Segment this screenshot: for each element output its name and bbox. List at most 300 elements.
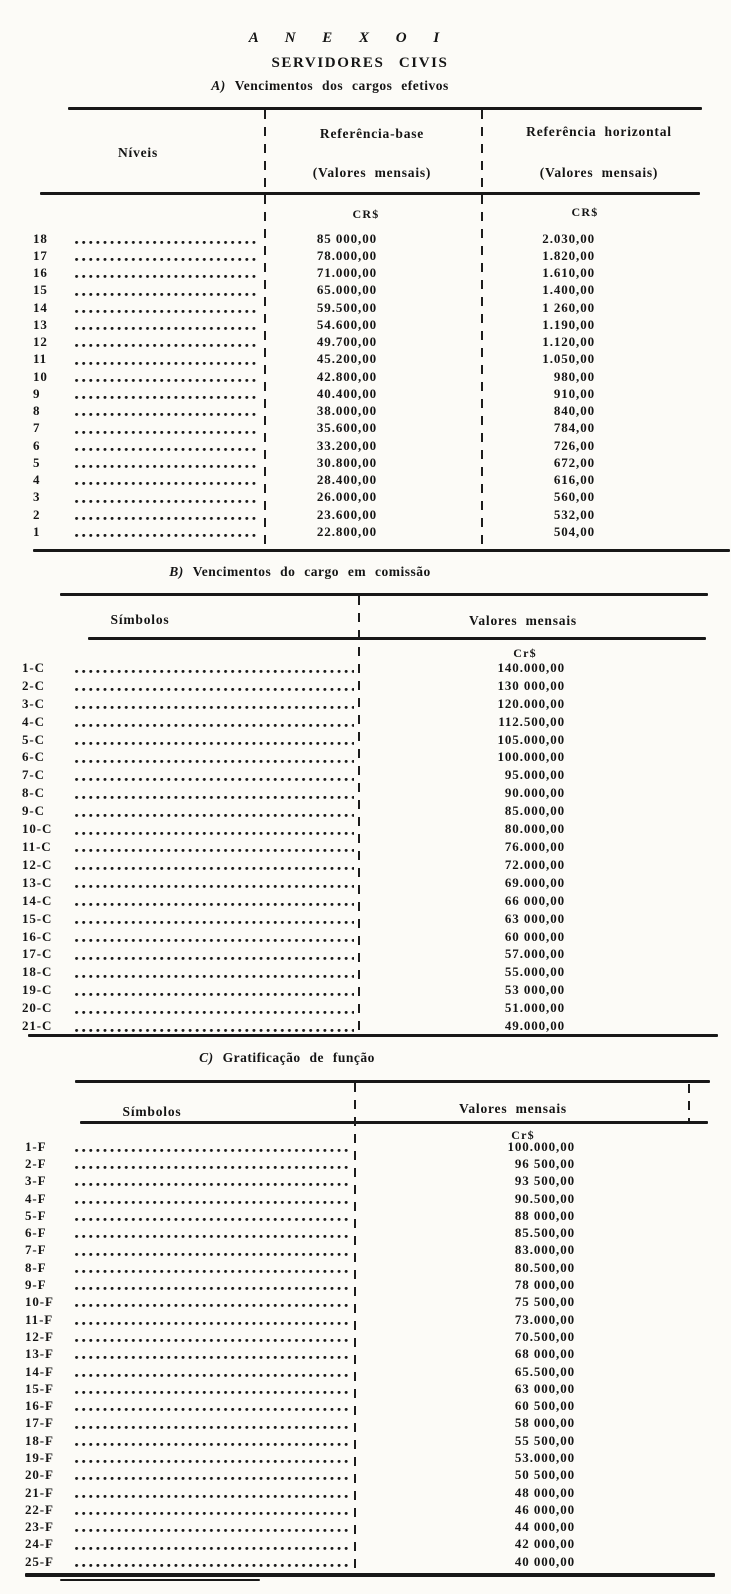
column-subheader-referencia-base: (Valores mensais) <box>312 165 432 180</box>
valor-cell: 53.000,00 <box>514 1449 575 1465</box>
simbolo-cell: 17-F <box>25 1415 54 1431</box>
dot-leader <box>75 1374 350 1377</box>
table-c-rule-bottom-echo <box>60 1579 260 1581</box>
horizontal-value-cell: 616,00 <box>553 472 595 488</box>
dot-leader <box>75 688 354 691</box>
dot-leader <box>75 993 354 996</box>
simbolo-cell: 11-F <box>25 1311 54 1327</box>
table-row <box>33 351 595 368</box>
valor-cell: 53 000,00 <box>504 982 565 998</box>
table-row <box>22 928 565 946</box>
horizontal-value-cell: 1 260,00 <box>542 299 595 315</box>
horizontal-value-cell: 910,00 <box>553 385 595 401</box>
simbolo-cell: 17-C <box>22 946 53 962</box>
column-header-valores-b: Valores mensais <box>469 613 577 628</box>
section-b-heading <box>100 564 500 580</box>
currency-label-horizontal: CR$ <box>571 205 599 219</box>
nivel-cell: 6 <box>33 437 41 453</box>
table-row <box>25 1397 575 1414</box>
valor-cell: 50 500,00 <box>514 1467 575 1483</box>
valor-cell: 70.500,00 <box>514 1328 575 1344</box>
horizontal-value-cell: 1.820,00 <box>542 247 595 263</box>
horizontal-value-cell: 1.120,00 <box>542 334 595 350</box>
dot-leader <box>75 1253 350 1256</box>
table-row <box>33 265 595 282</box>
section-c-letter: C) <box>199 1050 214 1065</box>
table-row <box>33 523 595 540</box>
horizontal-value-cell: 726,00 <box>553 437 595 453</box>
base-value-cell: 40.400,00 <box>316 385 377 401</box>
dot-leader <box>75 1201 350 1204</box>
dot-leader <box>75 448 258 451</box>
column-subheader-referencia-horizontal: (Valores mensais) <box>539 165 659 180</box>
simbolo-cell: 6-F <box>25 1225 47 1241</box>
horizontal-value-cell: 672,00 <box>553 454 595 470</box>
horizontal-value-cell: 532,00 <box>553 506 595 522</box>
dot-leader <box>75 431 258 434</box>
table-row <box>33 489 595 506</box>
simbolo-cell: 23-F <box>25 1519 54 1535</box>
valor-cell: 88 000,00 <box>514 1207 575 1223</box>
dot-leader <box>75 778 354 781</box>
valor-cell: 40 000,00 <box>514 1553 575 1569</box>
dot-leader <box>75 293 258 296</box>
table-row <box>33 420 595 437</box>
table-row <box>25 1449 575 1466</box>
table-row <box>25 1553 575 1570</box>
table-row <box>25 1380 575 1397</box>
table-row <box>22 802 565 820</box>
simbolo-cell: 8-F <box>25 1259 47 1275</box>
table-row <box>25 1501 575 1518</box>
base-value-cell: 33.200,00 <box>316 437 377 453</box>
dot-leader <box>75 362 258 365</box>
table-row <box>25 1311 575 1328</box>
simbolo-cell: 4-C <box>22 713 45 729</box>
horizontal-value-cell: 1.400,00 <box>542 282 595 298</box>
valor-cell: 96 500,00 <box>514 1155 575 1171</box>
simbolo-cell: 18-C <box>22 964 53 980</box>
section-a-title: Vencimentos dos cargos efetivos <box>234 78 449 93</box>
base-value-cell: 59.500,00 <box>316 299 377 315</box>
table-row <box>22 677 565 695</box>
simbolo-cell: 13-F <box>25 1346 54 1362</box>
dot-leader <box>75 760 354 763</box>
dot-leader <box>75 327 258 330</box>
table-row <box>25 1467 575 1484</box>
dot-leader <box>75 379 258 382</box>
table-row <box>25 1242 575 1259</box>
valor-cell: 60 500,00 <box>514 1398 575 1414</box>
valor-cell: 48 000,00 <box>514 1484 575 1500</box>
simbolo-cell: 9-F <box>25 1277 47 1293</box>
valor-cell: 90.000,00 <box>504 785 565 801</box>
dot-leader <box>75 1183 350 1186</box>
valor-cell: 100.000,00 <box>507 1138 575 1154</box>
valor-cell: 44 000,00 <box>514 1519 575 1535</box>
table-row <box>33 506 595 523</box>
valor-cell: 68 000,00 <box>514 1346 575 1362</box>
dot-leader <box>75 706 354 709</box>
table-row <box>22 713 565 731</box>
simbolo-cell: 14-F <box>25 1363 54 1379</box>
valor-cell: 85.000,00 <box>504 803 565 819</box>
nivel-cell: 14 <box>33 299 48 315</box>
simbolo-cell: 15-F <box>25 1380 54 1396</box>
dot-leader <box>75 1322 350 1325</box>
valor-cell: 95.000,00 <box>504 767 565 783</box>
table-row <box>25 1328 575 1345</box>
table-b-rows <box>22 659 565 1035</box>
table-row <box>25 1536 575 1553</box>
table-row <box>25 1155 575 1172</box>
simbolo-cell: 4-F <box>25 1190 47 1206</box>
base-value-cell: 38.000,00 <box>316 403 377 419</box>
table-row <box>33 230 595 247</box>
dot-leader <box>75 344 258 347</box>
dot-leader <box>75 1235 350 1238</box>
dot-leader <box>75 1477 350 1480</box>
table-row <box>25 1346 575 1363</box>
horizontal-value-cell: 840,00 <box>553 403 595 419</box>
dot-leader <box>75 1029 354 1032</box>
table-b-rule-header <box>88 637 706 640</box>
table-row <box>22 695 565 713</box>
dot-leader <box>75 1512 350 1515</box>
dot-leader <box>75 1166 350 1169</box>
table-row <box>25 1415 575 1432</box>
simbolo-cell: 7-C <box>22 767 45 783</box>
nivel-cell: 7 <box>33 420 41 436</box>
valor-cell: 72.000,00 <box>504 856 565 872</box>
simbolo-cell: 14-C <box>22 892 53 908</box>
horizontal-value-cell: 784,00 <box>553 420 595 436</box>
base-value-cell: 23.600,00 <box>316 506 377 522</box>
dot-leader <box>75 1356 350 1359</box>
table-row <box>33 472 595 489</box>
table-row <box>33 385 595 402</box>
nivel-cell: 4 <box>33 472 41 488</box>
valor-cell: 66 000,00 <box>504 892 565 908</box>
table-a-rule-header <box>40 192 700 195</box>
table-row <box>25 1519 575 1536</box>
dot-leader <box>75 413 258 416</box>
valor-cell: 63 000,00 <box>514 1380 575 1396</box>
dot-leader <box>75 1149 350 1152</box>
table-row <box>25 1294 575 1311</box>
dot-leader <box>75 724 354 727</box>
table-a-rule-top <box>68 107 702 110</box>
simbolo-cell: 13-C <box>22 874 53 890</box>
table-row <box>33 403 595 420</box>
dot-leader <box>75 1529 350 1532</box>
valor-cell: 73.000,00 <box>514 1311 575 1327</box>
simbolo-cell: 19-F <box>25 1449 54 1465</box>
base-value-cell: 22.800,00 <box>316 523 377 539</box>
document-subtitle: SERVIDORES CIVIS <box>271 55 449 71</box>
table-row <box>22 820 565 838</box>
table-row <box>22 766 565 784</box>
simbolo-cell: 22-F <box>25 1501 54 1517</box>
simbolo-cell: 2-F <box>25 1155 47 1171</box>
table-a-rows <box>33 230 595 541</box>
table-row <box>25 1190 575 1207</box>
column-header-niveis: Níveis <box>117 145 159 160</box>
valor-cell: 112.500,00 <box>498 713 565 729</box>
simbolo-cell: 9-C <box>22 803 45 819</box>
table-row <box>22 784 565 802</box>
base-value-cell: 28.400,00 <box>316 472 377 488</box>
horizontal-value-cell: 504,00 <box>553 523 595 539</box>
dot-leader <box>75 1495 350 1498</box>
dot-leader <box>75 832 354 835</box>
table-row <box>25 1138 575 1155</box>
valor-cell: 80.000,00 <box>504 821 565 837</box>
section-a-letter: A) <box>211 78 226 93</box>
simbolo-cell: 12-F <box>25 1328 54 1344</box>
column-header-referencia-base: Referência-base <box>319 126 425 141</box>
valor-cell: 75 500,00 <box>514 1294 575 1310</box>
horizontal-value-cell: 1.050,00 <box>542 351 595 367</box>
table-row <box>33 454 595 471</box>
table-row <box>22 731 565 749</box>
base-value-cell: 30.800,00 <box>316 454 377 470</box>
nivel-cell: 2 <box>33 506 41 522</box>
table-row <box>33 368 595 385</box>
table-row <box>22 874 565 892</box>
simbolo-cell: 1-F <box>25 1138 47 1154</box>
table-row <box>22 892 565 910</box>
nivel-cell: 16 <box>33 265 48 281</box>
simbolo-cell: 16-C <box>22 928 53 944</box>
dot-leader <box>75 957 354 960</box>
valor-cell: 78 000,00 <box>514 1277 575 1293</box>
table-c-rows <box>25 1138 575 1570</box>
simbolo-cell: 25-F <box>25 1553 54 1569</box>
nivel-cell: 13 <box>33 316 48 332</box>
valor-cell: 65.500,00 <box>514 1363 575 1379</box>
table-row <box>25 1484 575 1501</box>
table-row <box>25 1173 575 1190</box>
nivel-cell: 5 <box>33 454 41 470</box>
nivel-cell: 17 <box>33 247 48 263</box>
dot-leader <box>75 1339 350 1342</box>
dot-leader <box>75 275 258 278</box>
nivel-cell: 8 <box>33 403 41 419</box>
dot-leader <box>75 885 354 888</box>
valor-cell: 55.000,00 <box>504 964 565 980</box>
table-row <box>22 963 565 981</box>
dot-leader <box>75 939 354 942</box>
valor-cell: 49.000,00 <box>504 1018 565 1034</box>
valor-cell: 93 500,00 <box>514 1173 575 1189</box>
simbolo-cell: 18-F <box>25 1432 54 1448</box>
nivel-cell: 11 <box>33 351 48 367</box>
valor-cell: 58 000,00 <box>514 1415 575 1431</box>
table-row <box>22 659 565 677</box>
simbolo-cell: 24-F <box>25 1536 54 1552</box>
section-a-heading <box>130 78 530 94</box>
base-value-cell: 26.000,00 <box>316 489 377 505</box>
dot-leader <box>75 517 258 520</box>
dot-leader <box>75 670 354 673</box>
dot-leader <box>75 1011 354 1014</box>
nivel-cell: 9 <box>33 385 41 401</box>
dot-leader <box>75 1426 350 1429</box>
dot-leader <box>75 1270 350 1273</box>
dot-leader <box>75 1391 350 1394</box>
table-c-rule-header <box>80 1121 708 1124</box>
simbolo-cell: 20-C <box>22 1000 53 1016</box>
table-row <box>22 910 565 928</box>
simbolo-cell: 8-C <box>22 785 45 801</box>
dot-leader <box>75 1547 350 1550</box>
dot-leader <box>75 1304 350 1307</box>
table-c-rule-top <box>75 1080 710 1083</box>
valor-cell: 42 000,00 <box>514 1536 575 1552</box>
valor-cell: 57.000,00 <box>504 946 565 962</box>
section-c-title: Gratificação de função <box>222 1050 375 1065</box>
table-row <box>22 856 565 874</box>
horizontal-value-cell: 1.190,00 <box>542 316 595 332</box>
base-value-cell: 78.000,00 <box>316 247 377 263</box>
valor-cell: 69.000,00 <box>504 874 565 890</box>
dot-leader <box>75 867 354 870</box>
column-header-valores-c: Valores mensais <box>459 1101 567 1116</box>
currency-label-base: CR$ <box>352 207 380 221</box>
simbolo-cell: 2-C <box>22 677 45 693</box>
table-row <box>22 838 565 856</box>
dot-leader <box>75 534 258 537</box>
dot-leader <box>75 975 354 978</box>
table-row <box>22 1017 565 1035</box>
table-row <box>22 981 565 999</box>
valor-cell: 60 000,00 <box>504 928 565 944</box>
nivel-cell: 3 <box>33 489 41 505</box>
nivel-cell: 1 <box>33 523 41 539</box>
valor-cell: 55 500,00 <box>514 1432 575 1448</box>
dot-leader <box>75 1443 350 1446</box>
dot-leader <box>75 903 354 906</box>
horizontal-value-cell: 2.030,00 <box>542 230 595 246</box>
valor-cell: 63 000,00 <box>504 910 565 926</box>
table-b-rule-top <box>60 593 708 596</box>
section-c-heading <box>87 1050 487 1066</box>
table-row <box>25 1259 575 1276</box>
simbolo-cell: 6-C <box>22 749 45 765</box>
table-a-rule-bottom <box>33 549 730 552</box>
simbolo-cell: 12-C <box>22 856 53 872</box>
simbolo-cell: 16-F <box>25 1398 54 1414</box>
table-row <box>25 1224 575 1241</box>
column-header-simbolos-b: Símbolos <box>110 612 170 627</box>
nivel-cell: 18 <box>33 230 48 246</box>
table-c-header-right-tick <box>688 1084 690 1121</box>
dot-leader <box>75 1564 350 1567</box>
valor-cell: 100.000,00 <box>497 749 565 765</box>
valor-cell: 90.500,00 <box>514 1190 575 1206</box>
table-row <box>33 282 595 299</box>
nivel-cell: 10 <box>33 368 48 384</box>
valor-cell: 105.000,00 <box>497 731 565 747</box>
table-row <box>25 1207 575 1224</box>
base-value-cell: 65.000,00 <box>316 282 377 298</box>
base-value-cell: 49.700,00 <box>316 334 377 350</box>
simbolo-cell: 1-C <box>22 659 45 675</box>
column-header-simbolos-c: Símbolos <box>122 1104 182 1119</box>
simbolo-cell: 10-F <box>25 1294 54 1310</box>
dot-leader <box>75 921 354 924</box>
currency-label-b: Cr$ <box>513 646 537 660</box>
nivel-cell: 15 <box>33 282 48 298</box>
simbolo-cell: 15-C <box>22 910 53 926</box>
table-row <box>33 247 595 264</box>
table-row <box>22 946 565 964</box>
nivel-cell: 12 <box>33 334 48 350</box>
horizontal-value-cell: 560,00 <box>553 489 595 505</box>
simbolo-cell: 3-F <box>25 1173 47 1189</box>
dot-leader <box>75 500 258 503</box>
table-row <box>33 334 595 351</box>
currency-label-c: Cr$ <box>511 1128 535 1142</box>
section-b-letter: B) <box>169 564 184 579</box>
simbolo-cell: 20-F <box>25 1467 54 1483</box>
dot-leader <box>75 1460 350 1463</box>
horizontal-value-cell: 1.610,00 <box>542 265 595 281</box>
simbolo-cell: 5-C <box>22 731 45 747</box>
table-row <box>22 999 565 1017</box>
valor-cell: 120.000,00 <box>497 695 565 711</box>
simbolo-cell: 19-C <box>22 982 53 998</box>
dot-leader <box>75 849 354 852</box>
simbolo-cell: 7-F <box>25 1242 47 1258</box>
dot-leader <box>75 796 354 799</box>
dot-leader <box>75 1287 350 1290</box>
simbolo-cell: 11-C <box>22 839 52 855</box>
table-row <box>25 1363 575 1380</box>
valor-cell: 46 000,00 <box>514 1501 575 1517</box>
valor-cell: 140.000,00 <box>497 659 565 675</box>
table-row <box>33 437 595 454</box>
annex-title: A N E X O I <box>248 30 446 46</box>
table-row <box>25 1276 575 1293</box>
simbolo-cell: 3-C <box>22 695 45 711</box>
base-value-cell: 35.600,00 <box>316 420 377 436</box>
simbolo-cell: 21-C <box>22 1018 53 1034</box>
valor-cell: 83.000,00 <box>514 1242 575 1258</box>
table-row <box>22 749 565 767</box>
table-c-rule-bottom <box>25 1573 715 1577</box>
dot-leader <box>75 742 354 745</box>
table-row <box>33 316 595 333</box>
dot-leader <box>75 310 258 313</box>
dot-leader <box>75 814 354 817</box>
base-value-cell: 45.200,00 <box>316 351 377 367</box>
horizontal-value-cell: 980,00 <box>553 368 595 384</box>
dot-leader <box>75 465 258 468</box>
dot-leader <box>75 396 258 399</box>
valor-cell: 130 000,00 <box>497 677 565 693</box>
valor-cell: 51.000,00 <box>504 1000 565 1016</box>
base-value-cell: 71.000,00 <box>316 265 377 281</box>
base-value-cell: 54.600,00 <box>316 316 377 332</box>
simbolo-cell: 21-F <box>25 1484 54 1500</box>
table-row <box>25 1432 575 1449</box>
valor-cell: 76.000,00 <box>504 839 565 855</box>
dot-leader <box>75 1218 350 1221</box>
valor-cell: 85.500,00 <box>514 1225 575 1241</box>
table-row <box>33 299 595 316</box>
